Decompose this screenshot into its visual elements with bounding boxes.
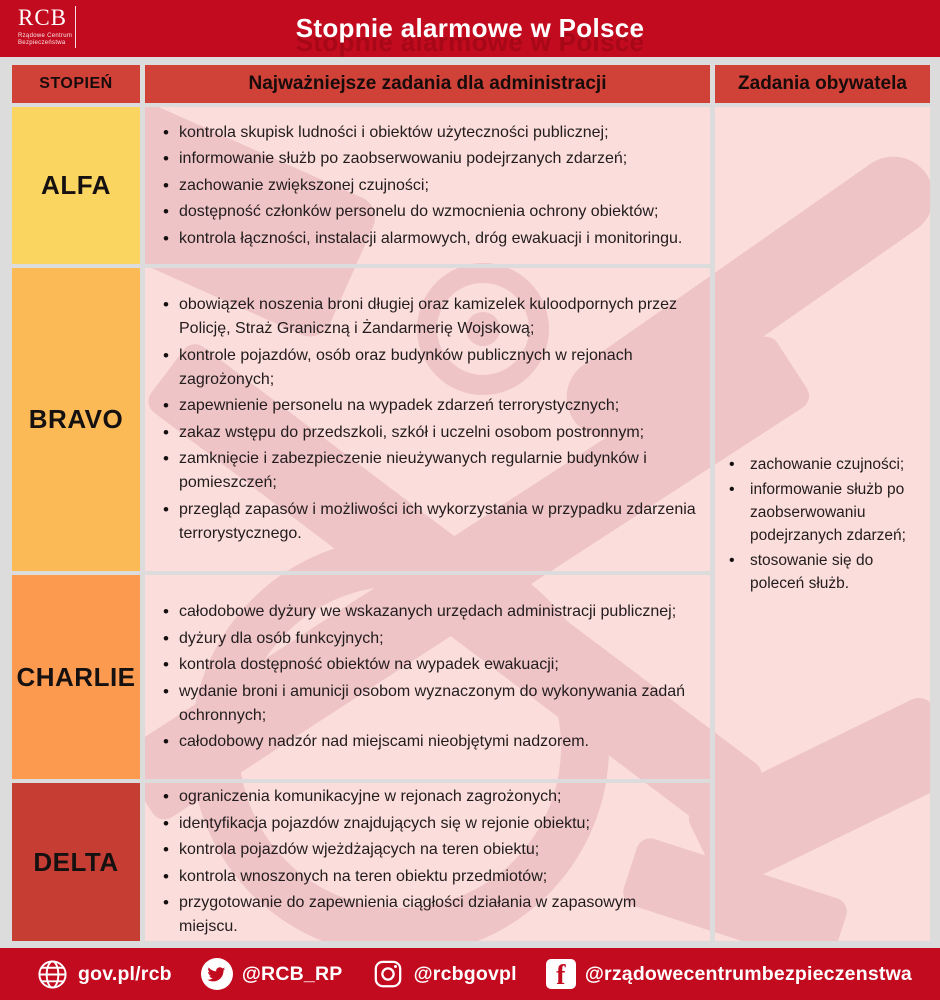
task-item: • kontrola skupisk ludności i obiektów użyteczności publicznej;: [161, 121, 698, 145]
column-header-citizen-tasks: Zadania obywatela: [715, 65, 930, 103]
task-item: • kontrola łączności, instalacji alarmowych, dróg ewakuacji i monitoringu.: [161, 227, 698, 251]
task-item: • kontrola pojazdów wjeżdżających na teren obiektu;: [161, 838, 698, 862]
level-cell-alfa: ALFA: [12, 107, 140, 264]
social-footer: [0, 948, 940, 1000]
globe-icon: [36, 958, 69, 991]
social-link-instagram[interactable]: @rcbgovpl: [372, 958, 517, 991]
admin-tasks-bravo: [145, 268, 710, 571]
rcb-logo-subtitle: Rządowe Centrum Bezpieczeństwa: [18, 33, 73, 46]
column-header-stopien: STOPIEŃ: [12, 65, 140, 103]
task-item: • przegląd zapasów i możliwości ich wykorzystania w przypadku zdarzenia terrorystycznego.: [161, 498, 698, 546]
task-item: • zachowanie zwiększonej czujności;: [161, 174, 698, 198]
task-item: • zakaz wstępu do przedszkoli, szkół i uczelni osobom postronnym;: [161, 421, 698, 445]
level-cell-delta: DELTA: [12, 783, 140, 941]
task-item: • kontrola dostępność obiektów na wypadek ewakuacji;: [161, 653, 698, 677]
instagram-icon: [372, 958, 405, 991]
task-item: • ograniczenia komunikacyjne w rejonach zagrożonych;: [161, 785, 698, 809]
social-link-facebook[interactable]: f @rządowecentrumbezpieczenstwa: [546, 959, 912, 989]
task-item: • stosowanie się do poleceń służb.: [729, 549, 924, 595]
task-item: • kontrole pojazdów, osób oraz budynków publicznych w rejonach zagrożonych;: [161, 344, 698, 392]
task-item: • zapewnienie personelu na wypadek zdarzeń terrorystycznych;: [161, 394, 698, 418]
task-item: • wydanie broni i amunicji osobom wyznaczonym do wykonywania zadań ochronnych;: [161, 680, 698, 728]
twitter-icon: [201, 958, 233, 990]
page-title: Stopnie alarmowe w Polsce: [295, 13, 645, 43]
task-item: • identyfikacja pojazdów znajdujących się w rejonie obiektu;: [161, 812, 698, 836]
task-item: • całodobowy nadzór nad miejscami nieobjętymi nadzorem.: [161, 730, 698, 754]
rcb-logo-acronym: RCB: [18, 6, 76, 48]
task-item: • obowiązek noszenia broni długiej oraz kamizelek kuloodpornych przez Policję, Straż Graniczną i Żandarmerię Wojskową;: [161, 293, 698, 341]
social-link-govpl[interactable]: gov.pl/rcb: [36, 958, 172, 991]
task-item: • zamknięcie i zabezpieczenie nieużywanych regularnie budynków i pomieszczeń;: [161, 447, 698, 495]
task-item: • przygotowanie do zapewnienia ciągłości działania w zapasowym miejscu.: [161, 891, 698, 939]
admin-tasks-alfa: [145, 107, 710, 264]
task-item: • informowanie służb po zaobserwowaniu podejrzanych zdarzeń;: [729, 478, 924, 547]
column-header-admin-tasks: Najważniejsze zadania dla administracji: [145, 65, 710, 103]
task-item: • zachowanie czujności;: [729, 453, 924, 476]
task-item: • kontrola wnoszonych na teren obiektu przedmiotów;: [161, 865, 698, 889]
level-cell-charlie: CHARLIE: [12, 575, 140, 779]
level-cell-bravo: BRAVO: [12, 268, 140, 571]
title-bar: [0, 0, 940, 57]
task-item: • całodobowe dyżury we wskazanych urzędach administracji publicznej;: [161, 600, 698, 624]
admin-tasks-charlie: [145, 575, 710, 779]
facebook-icon: f: [546, 959, 576, 989]
social-link-twitter[interactable]: @RCB_RP: [201, 958, 343, 990]
task-item: • dostępność członków personelu do wzmocnienia ochrony obiektów;: [161, 200, 698, 224]
task-item: • informowanie służb po zaobserwowaniu podejrzanych zdarzeń;: [161, 147, 698, 171]
task-item: • dyżury dla osób funkcyjnych;: [161, 627, 698, 651]
admin-tasks-delta: [145, 783, 710, 941]
citizen-tasks: [715, 107, 930, 941]
